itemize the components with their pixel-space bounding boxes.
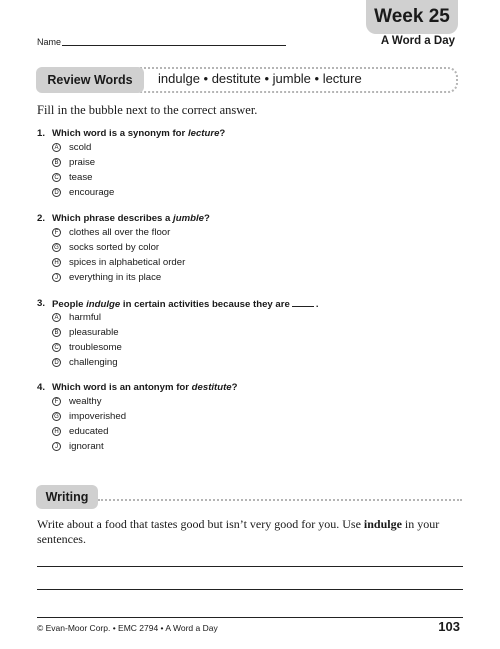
answer-option[interactable] — [52, 424, 238, 439]
question-3 — [37, 296, 318, 370]
answer-bubble[interactable]: G — [52, 412, 61, 421]
question-1 — [37, 126, 225, 200]
answer-bubble[interactable]: A — [52, 143, 61, 152]
option-text: troublesome — [69, 342, 122, 353]
answer-option[interactable] — [52, 225, 210, 240]
writing-line[interactable] — [37, 589, 463, 590]
answer-option[interactable] — [52, 155, 225, 170]
stem-text: Which word is a synonym for — [52, 127, 188, 139]
stem-text-end: ? — [219, 127, 226, 139]
answer-option[interactable] — [52, 325, 318, 340]
answer-bubble[interactable]: G — [52, 243, 61, 252]
prompt-text: Write about a food that tastes good but isn’t very good for you. Use — [37, 517, 364, 531]
writing-line[interactable] — [37, 566, 463, 567]
answer-bubble[interactable]: C — [52, 173, 61, 182]
answer-option[interactable] — [52, 355, 318, 370]
answer-bubble[interactable]: F — [52, 397, 61, 406]
question-number: 1. — [37, 127, 46, 139]
answer-option[interactable] — [52, 310, 318, 325]
answer-bubble[interactable]: J — [52, 273, 61, 282]
answer-option[interactable] — [52, 439, 238, 454]
answer-option[interactable] — [52, 409, 238, 424]
review-words-list: indulge • destitute • jumble • lecture — [158, 71, 362, 86]
answer-option[interactable] — [52, 270, 210, 285]
answer-bubble[interactable]: A — [52, 313, 61, 322]
option-text: praise — [69, 157, 96, 168]
prompt-bold-word: indulge — [363, 517, 402, 531]
stem-text: People — [52, 298, 87, 310]
stem-text-end: ? — [203, 212, 210, 224]
question-number: 4. — [37, 381, 46, 393]
page-number: 103 — [438, 619, 460, 634]
option-text: encourage — [69, 187, 115, 198]
review-words-label: Review Words — [47, 73, 133, 87]
footer-credit: © Evan-Moor Corp. • EMC 2794 • A Word a Day — [37, 623, 218, 633]
stem-text-end: ? — [231, 381, 238, 393]
question-stem — [37, 380, 238, 394]
answer-option[interactable] — [52, 185, 225, 200]
option-text: everything in its place — [69, 272, 162, 283]
instructions: Fill in the bubble next to the correct answer. — [37, 103, 258, 117]
footer-rule — [37, 617, 463, 618]
question-number: 2. — [37, 212, 46, 224]
stem-text-end: in certain activities because they are — [120, 298, 290, 310]
answer-option[interactable] — [52, 394, 238, 409]
answer-option[interactable] — [52, 340, 318, 355]
question-stem — [37, 296, 318, 310]
week-tab — [366, 0, 458, 34]
option-text: tease — [69, 172, 93, 183]
option-text: ignorant — [69, 441, 104, 452]
answer-option[interactable] — [52, 240, 210, 255]
question-2 — [37, 211, 210, 285]
question-4 — [37, 380, 238, 454]
answer-bubble[interactable]: J — [52, 442, 61, 451]
writing-label: Writing — [45, 490, 89, 504]
answer-bubble[interactable]: F — [52, 228, 61, 237]
answer-bubble[interactable]: D — [52, 188, 61, 197]
answer-bubble[interactable]: D — [52, 358, 61, 367]
writing-divider — [98, 499, 462, 501]
prompt-text-end: in your sentences. — [37, 517, 440, 546]
stem-period: . — [315, 298, 319, 310]
name-field-line[interactable] — [62, 45, 286, 46]
stem-text: Which word is an antonym for — [52, 381, 192, 393]
answer-bubble[interactable]: H — [52, 258, 61, 267]
option-text: educated — [69, 426, 109, 437]
option-text: challenging — [69, 357, 118, 368]
stem-emphasis: destitute — [191, 381, 232, 393]
option-text: pleasurable — [69, 327, 119, 338]
stem-text: Which phrase describes a — [52, 212, 174, 224]
answer-bubble[interactable]: B — [52, 158, 61, 167]
option-text: scold — [69, 142, 92, 153]
answer-option[interactable] — [52, 255, 210, 270]
review-words-tab — [36, 67, 144, 93]
writing-tab — [36, 485, 98, 509]
option-text: impoverished — [69, 411, 127, 422]
answer-bubble[interactable]: B — [52, 328, 61, 337]
stem-emphasis: indulge — [86, 298, 121, 310]
answer-option[interactable] — [52, 140, 225, 155]
question-stem — [37, 211, 210, 225]
option-text: harmful — [69, 312, 101, 323]
question-number: 3. — [37, 297, 46, 309]
stem-emphasis: jumble — [173, 212, 204, 224]
week-label: Week 25 — [374, 6, 450, 27]
answer-blank — [292, 297, 314, 307]
name-label: Name — [37, 37, 62, 47]
option-text: socks sorted by color — [69, 242, 160, 253]
option-text: wealthy — [69, 396, 102, 407]
book-subtitle: A Word a Day — [380, 35, 455, 47]
answer-bubble[interactable]: H — [52, 427, 61, 436]
writing-prompt — [37, 517, 457, 547]
option-text: spices in alphabetical order — [69, 257, 186, 268]
question-stem — [37, 126, 225, 140]
option-text: clothes all over the floor — [69, 227, 171, 238]
answer-option[interactable] — [52, 170, 225, 185]
answer-bubble[interactable]: C — [52, 343, 61, 352]
stem-emphasis: lecture — [187, 127, 220, 139]
